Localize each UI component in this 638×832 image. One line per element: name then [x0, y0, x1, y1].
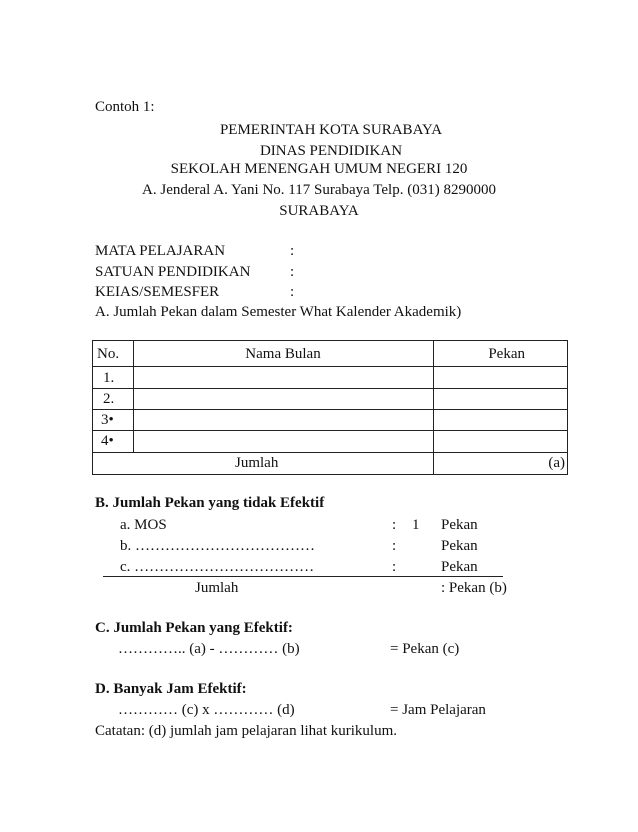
list-item-unit: Pekan: [441, 538, 478, 554]
list-item-label: a. MOS: [120, 517, 167, 533]
table-header-week: Pekan: [488, 346, 525, 362]
list-item-colon: :: [392, 559, 397, 575]
field-label-subject: MATA PELAJARAN: [95, 243, 226, 259]
letterhead-line-2: DINAS PENDIDIKAN: [259, 143, 403, 159]
list-item-colon: :: [392, 517, 397, 533]
table-divider: [93, 409, 567, 410]
list-item-colon: :: [392, 538, 397, 554]
list-item-label: c. ………………………………: [120, 559, 315, 575]
example-label: Contoh 1:: [95, 99, 155, 115]
section-d-result: = Jam Pelajaran: [390, 702, 486, 718]
list-item-value: 1: [412, 517, 420, 533]
field-colon-subject: :: [290, 243, 295, 259]
section-c-result: = Pekan (c): [390, 641, 460, 657]
table-divider: [93, 452, 567, 453]
section-a-title: A. Jumlah Pekan dalam Semester What Kalender Akademik): [95, 304, 462, 320]
table-total-value: (a): [548, 455, 565, 471]
letterhead-line-5: SURABAYA: [279, 203, 359, 219]
table-divider: [93, 430, 567, 431]
list-item-label: b. ………………………………: [120, 538, 315, 554]
letterhead-line-1: PEMERINTAH KOTA SURABAYA: [219, 122, 443, 138]
list-item-unit: Pekan: [441, 559, 478, 575]
list-item-unit: Pekan: [441, 517, 478, 533]
section-d-title: D. Banyak Jam Efektif:: [95, 681, 247, 697]
field-label-class: KEIAS/SEMESFER: [95, 284, 220, 300]
table-divider: [93, 388, 567, 389]
section-b-total-value: : Pekan (b): [441, 580, 507, 596]
table-divider: [93, 366, 567, 367]
field-colon-unit: :: [290, 264, 295, 280]
section-c-formula: ………….. (a) - ………… (b): [118, 641, 300, 657]
letterhead-line-4: A. Jenderal A. Yani No. 117 Surabaya Telp. (031) 8290000: [142, 182, 496, 198]
table-row-no: 3•: [101, 412, 114, 428]
note: Catatan: (d) jumlah jam pelajaran lihat kurikulum.: [95, 723, 397, 739]
table-total-label: Jumlah: [235, 455, 279, 471]
section-c-title: C. Jumlah Pekan yang Efektif:: [95, 620, 293, 636]
table-row-no: 4•: [101, 433, 114, 449]
table-row-no: 2.: [103, 391, 115, 407]
section-b-total-label: Jumlah: [195, 580, 239, 596]
section-b-title: B. Jumlah Pekan yang tidak Efektif: [95, 495, 325, 511]
table-header-month: Nama Bulan: [245, 346, 321, 362]
letterhead-line-3: SEKOLAH MENENGAH UMUM NEGERI 120: [170, 161, 468, 177]
sum-rule: [103, 576, 503, 577]
field-colon-class: :: [290, 284, 295, 300]
field-label-unit: SATUAN PENDIDIKAN: [95, 264, 251, 280]
weeks-table: [92, 340, 568, 475]
section-d-formula: ………… (c) x ………… (d): [118, 702, 295, 718]
table-row-no: 1.: [103, 370, 115, 386]
table-header-no: No.: [97, 346, 120, 362]
